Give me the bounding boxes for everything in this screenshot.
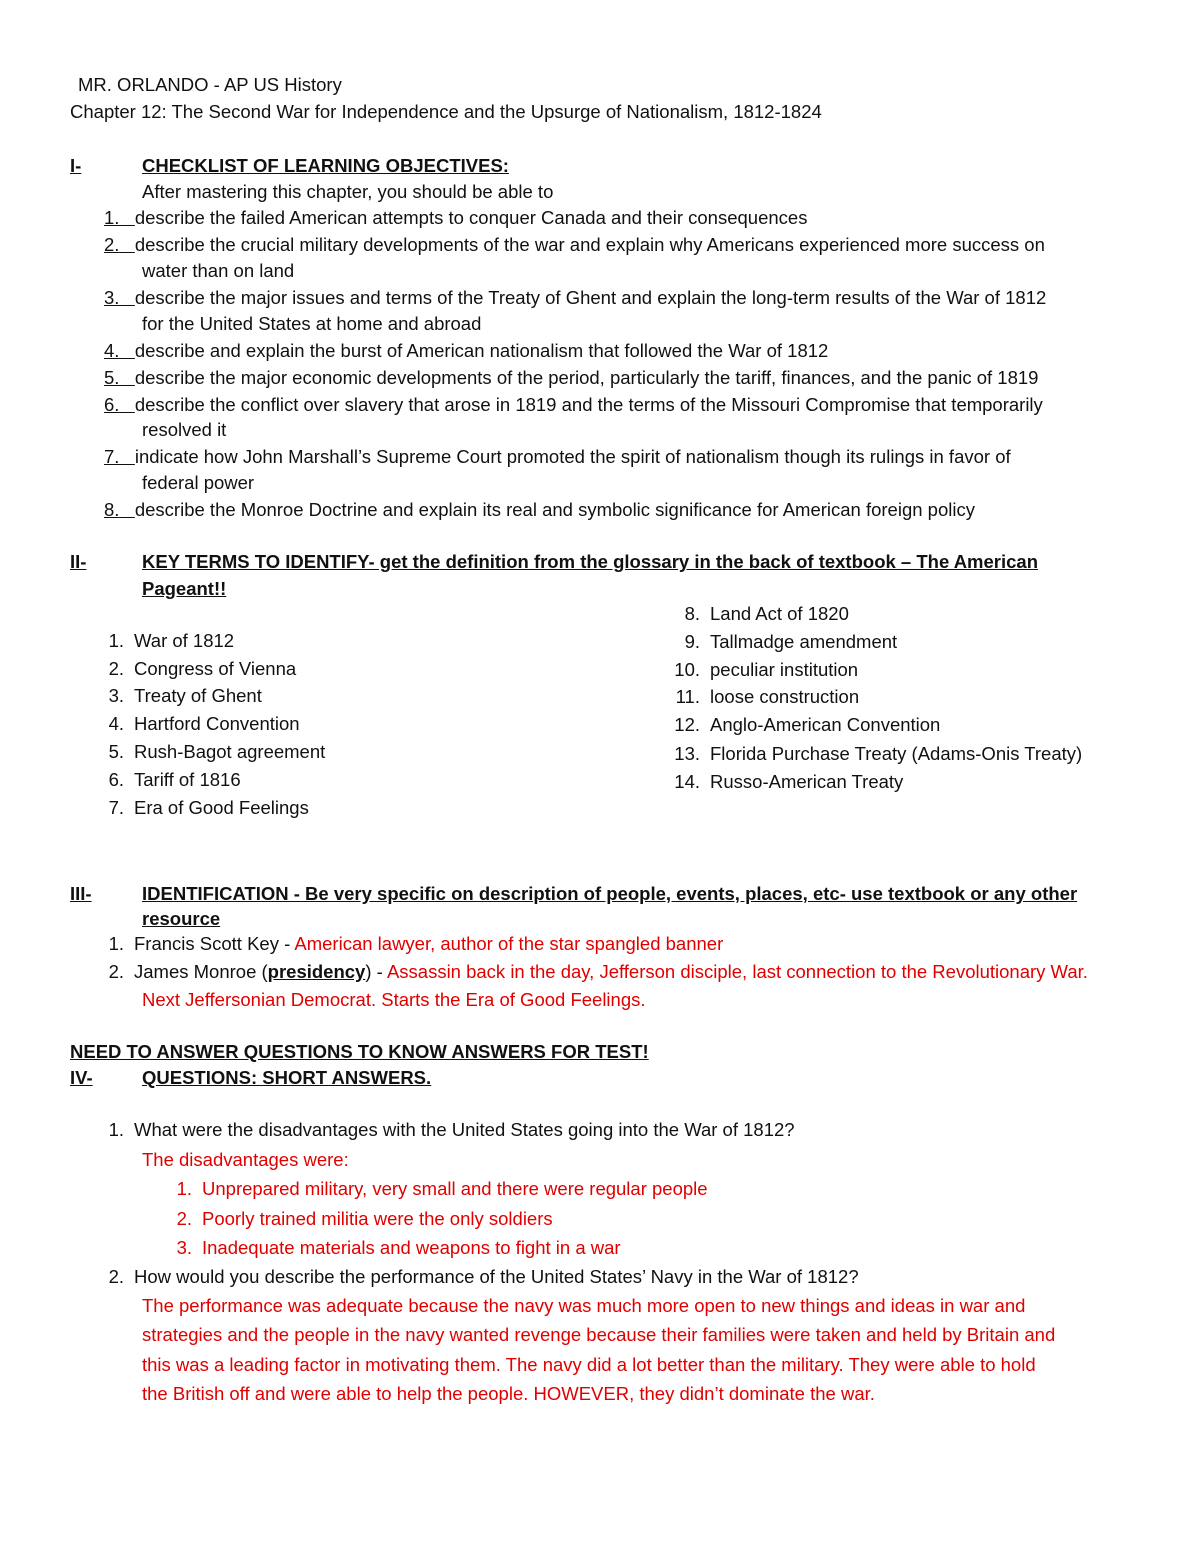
- objective-number: 6.: [104, 394, 120, 415]
- answer-intro: The disadvantages were:: [142, 1149, 349, 1170]
- key-term: 7. Era of Good Feelings: [108, 797, 309, 818]
- objective-text-cont: for the United States at home and abroad: [142, 313, 482, 334]
- objective-text: describe the major economic developments of the period, particularly the tariff, finances, and the panic of 1819: [134, 367, 1039, 388]
- section3-roman: III-: [70, 883, 92, 904]
- answer-paragraph-line: this was a leading factor in motivating them. The navy did a lot better than the military. They were able to hold: [142, 1354, 1036, 1375]
- section2-title-cont: Pageant!!: [142, 578, 227, 599]
- section1-intro: After mastering this chapter, you should be able to: [142, 181, 554, 202]
- objective-text: describe the conflict over slavery that arose in 1819 and the terms of the Missouri Compromise that temporarily: [134, 394, 1043, 415]
- objective-text: describe the crucial military developments of the war and explain why Americans experienced more success on: [134, 234, 1045, 255]
- objective-text: describe the major issues and terms of the Treaty of Ghent and explain the long-term results of the War of 1812: [134, 287, 1047, 308]
- section1-title: CHECKLIST OF LEARNING OBJECTIVES:: [142, 155, 509, 176]
- objective-number: 5.: [104, 367, 120, 388]
- identification-answer: Assassin back in the day, Jefferson disciple, last connection to the Revolutionary War.: [386, 961, 1088, 982]
- key-term: 14. Russo-American Treaty: [674, 771, 904, 792]
- identification-answer: American lawyer, author of the star spangled banner: [294, 933, 724, 954]
- key-term: 8. Land Act of 1820: [684, 603, 849, 624]
- answer-point: 2. Poorly trained militia were the only soldiers: [176, 1208, 553, 1229]
- identification-answer-cont: Next Jeffersonian Democrat. Starts the Era of Good Feelings.: [142, 989, 646, 1010]
- key-term: 12. Anglo-American Convention: [674, 714, 941, 735]
- identification-item: 1. Francis Scott Key - American lawyer, author of the star spangled banner: [108, 933, 724, 954]
- section3-title-cont: resource: [142, 908, 221, 929]
- identification-item: 2. James Monroe (presidency) - Assassin back in the day, Jefferson disciple, last connection to the Revolutionary War.: [108, 961, 1088, 982]
- test-notice: NEED TO ANSWER QUESTIONS TO KNOW ANSWERS FOR TEST!: [70, 1041, 649, 1062]
- objective-number: 4.: [104, 340, 120, 361]
- section1-roman: I-: [70, 155, 82, 176]
- key-term: 6. Tariff of 1816: [108, 769, 241, 790]
- objective-item: [104, 286, 1046, 310]
- objective-number: 2.: [104, 234, 120, 255]
- key-term: 5. Rush-Bagot agreement: [108, 741, 326, 762]
- objective-item: [104, 498, 975, 522]
- objective-text-cont: federal power: [142, 472, 255, 493]
- question-text: What were the disadvantages with the United States going into the War of 1812?: [134, 1119, 795, 1140]
- objective-item: [104, 393, 1043, 417]
- objective-number: 8.: [104, 499, 120, 520]
- objective-text-cont: resolved it: [142, 419, 227, 440]
- objective-text: describe and explain the burst of American nationalism that followed the War of 1812: [134, 340, 829, 361]
- section2-title: KEY TERMS TO IDENTIFY- get the definition from the glossary in the back of textbook – The American: [142, 551, 1039, 572]
- objective-text: describe the failed American attempts to conquer Canada and their consequences: [134, 207, 808, 228]
- key-term: 4. Hartford Convention: [108, 713, 300, 734]
- question-item: 2. How would you describe the performance of the United States’ Navy in the War of 1812?: [108, 1266, 859, 1287]
- section3-title: IDENTIFICATION - Be very specific on description of people, events, places, etc- use textbook or any other: [142, 883, 1078, 904]
- objective-item: [104, 233, 1045, 257]
- objective-item: [104, 445, 1011, 469]
- key-term: 13. Florida Purchase Treaty (Adams-Onis Treaty): [674, 743, 1083, 764]
- objective-text-cont: water than on land: [142, 260, 295, 281]
- answer-paragraph-line: strategies and the people in the navy wanted revenge because their families were taken and held by Britain and: [142, 1324, 1056, 1345]
- teacher-heading: MR. ORLANDO - AP US History: [78, 74, 342, 95]
- objective-item: [104, 366, 1038, 390]
- answer-point: 1. Unprepared military, very small and there were regular people: [176, 1178, 708, 1199]
- answer-paragraph-line: The performance was adequate because the navy was much more open to new things and ideas in war and: [142, 1295, 1026, 1316]
- key-term: 9. Tallmadge amendment: [684, 631, 898, 652]
- chapter-title: Chapter 12: The Second War for Independence and the Upsurge of Nationalism, 1812-1824: [70, 101, 822, 122]
- section4-roman: IV-: [70, 1067, 93, 1088]
- key-term: 10. peculiar institution: [674, 659, 859, 680]
- answer-point: 3. Inadequate materials and weapons to fight in a war: [176, 1237, 621, 1258]
- objective-number: 1.: [104, 207, 120, 228]
- question-text: How would you describe the performance of the United States’ Navy in the War of 1812?: [134, 1266, 859, 1287]
- section4-title: QUESTIONS: SHORT ANSWERS.: [142, 1067, 432, 1088]
- key-term: 1. War of 1812: [108, 630, 235, 651]
- objective-text: describe the Monroe Doctrine and explain its real and symbolic significance for American foreign policy: [134, 499, 975, 520]
- objective-number: 3.: [104, 287, 120, 308]
- objective-item: [104, 206, 807, 230]
- objective-item: [104, 339, 828, 363]
- key-term: 11. loose construction: [675, 686, 860, 707]
- question-item: 1. What were the disadvantages with the United States going into the War of 1812?: [108, 1119, 795, 1140]
- objective-text: indicate how John Marshall’s Supreme Court promoted the spirit of nationalism though its rulings in favor of: [134, 446, 1011, 467]
- answer-paragraph-line: the British off and were able to help the people. HOWEVER, they didn’t dominate the war.: [142, 1383, 875, 1404]
- key-term: 3. Treaty of Ghent: [108, 685, 262, 706]
- key-term: 2. Congress of Vienna: [108, 658, 297, 679]
- objective-number: 7.: [104, 446, 120, 467]
- section2-roman: II-: [70, 551, 87, 572]
